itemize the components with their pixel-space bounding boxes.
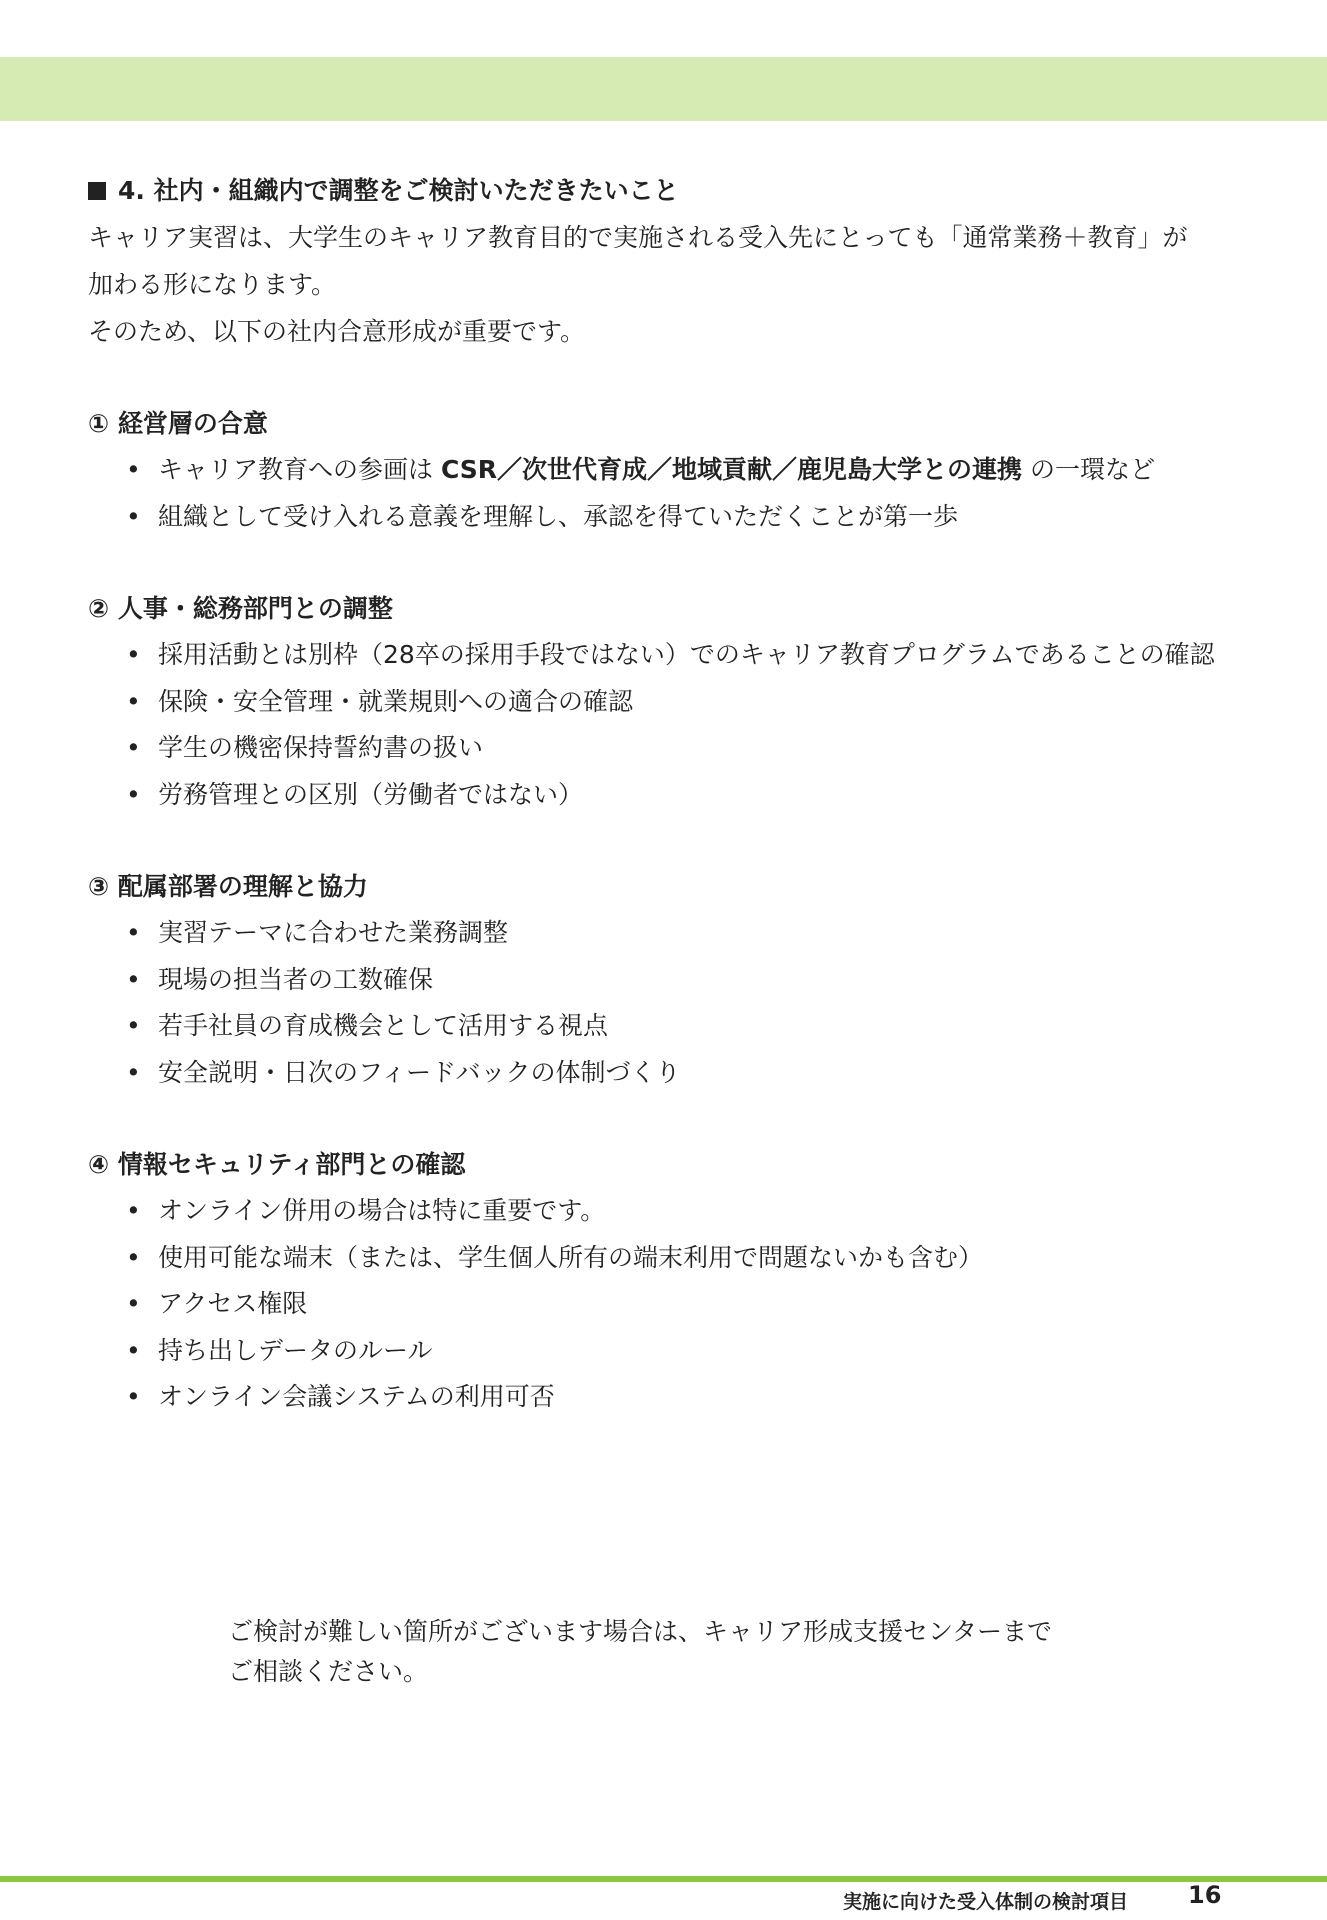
bullet-list	[88, 910, 1238, 1096]
section-title: ② 人事・総務部門との調整	[88, 594, 393, 623]
bullet-dot-icon: •	[126, 1057, 141, 1087]
bullet-dot-icon: •	[126, 455, 141, 484]
bullet-list	[88, 447, 1238, 540]
list-item	[88, 772, 1238, 819]
list-item-text-tail: の一環など	[1022, 455, 1155, 484]
section-heading	[88, 168, 1238, 214]
list-item-text: 現場の担当者の工数確保	[158, 964, 434, 994]
section-title: ③ 配属部署の理解と協力	[88, 872, 368, 901]
list-item	[88, 447, 1238, 494]
list-item-text: オンライン併用の場合は特に重要です。	[158, 1196, 606, 1225]
bullet-dot-icon: •	[126, 779, 141, 809]
list-item-text: 安全説明・日次のフィードバックの体制づくり	[158, 1057, 681, 1087]
bullet-list	[88, 1188, 1238, 1421]
page-number: 16	[1188, 1881, 1222, 1909]
section-title: ① 経営層の合意	[88, 409, 268, 438]
list-item	[88, 1281, 1238, 1328]
section-management	[88, 401, 1238, 540]
list-item	[88, 632, 1238, 679]
header-band	[0, 57, 1327, 121]
list-item-text: 労務管理との区別（労働者ではない）	[158, 779, 584, 809]
list-item	[88, 957, 1238, 1004]
list-item-text: 組織として受け入れる意義を理解し、承認を得ていただくことが第一歩	[158, 501, 959, 531]
bullet-dot-icon: •	[126, 686, 141, 716]
intro-line: 加わる形になります。	[88, 270, 337, 299]
list-item-text: 実習テーマに合わせた業務調整	[158, 918, 509, 947]
contact-note-line: ご相談ください。	[228, 1657, 429, 1686]
list-item	[88, 1235, 1238, 1282]
intro-paragraph	[88, 214, 1238, 355]
list-item-emphasis: CSR／次世代育成／地域貢献／鹿児島大学との連携	[440, 455, 1023, 484]
list-item	[88, 910, 1238, 957]
list-item	[88, 725, 1238, 772]
list-item-text: オンライン会議システムの利用可否	[158, 1382, 555, 1411]
list-item-text: アクセス権限	[158, 1289, 308, 1318]
bullet-dot-icon: •	[126, 1335, 141, 1365]
section-security	[88, 1142, 1238, 1421]
list-item	[88, 1328, 1238, 1375]
bullet-dot-icon: •	[126, 1382, 141, 1411]
list-item-text: 持ち出しデータのルール	[158, 1335, 433, 1365]
section-heading-text: 4. 社内・組織内で調整をご検討いただきたいこと	[118, 176, 679, 205]
intro-line: キャリア実習は、大学生のキャリア教育目的で実施される受入先にとっても「通常業務＋教育」が	[88, 223, 1188, 252]
footer-title: 実施に向けた受入体制の検討項目	[843, 1891, 1129, 1913]
bullet-dot-icon: •	[126, 918, 141, 947]
footer-rule	[0, 1876, 1327, 1882]
bullet-list	[88, 632, 1238, 818]
list-item	[88, 1374, 1238, 1421]
contact-note	[228, 1612, 1052, 1692]
bullet-dot-icon: •	[126, 640, 141, 669]
bullet-dot-icon: •	[126, 1011, 141, 1040]
list-item-text: 若手社員の育成機会として活用する視点	[158, 1011, 609, 1040]
list-item-text: キャリア教育への参画は	[158, 455, 441, 484]
bullet-dot-icon: •	[126, 964, 141, 994]
list-item	[88, 1188, 1238, 1235]
intro-line: そのため、以下の社内合意形成が重要です。	[88, 317, 586, 346]
bullet-dot-icon: •	[126, 1242, 141, 1272]
contact-note-line: ご検討が難しい箇所がございます場合は、キャリア形成支援センターまで	[228, 1617, 1053, 1646]
square-bullet-icon	[88, 182, 106, 200]
list-item	[88, 679, 1238, 726]
list-item-text: 保険・安全管理・就業規則への適合の確認	[158, 686, 634, 716]
bullet-dot-icon: •	[126, 501, 141, 531]
section-title: ④ 情報セキュリティ部門との確認	[88, 1150, 466, 1179]
list-item-text: 使用可能な端末（または、学生個人所有の端末利用で問題ないかも含む）	[158, 1242, 984, 1272]
section-hr	[88, 586, 1238, 818]
list-item	[88, 494, 1238, 541]
list-item	[88, 1003, 1238, 1050]
section-department	[88, 864, 1238, 1096]
main-content	[88, 168, 1238, 1421]
bullet-dot-icon: •	[126, 1196, 141, 1225]
bullet-dot-icon: •	[126, 733, 141, 762]
list-item-text: 学生の機密保持誓約書の扱い	[158, 733, 484, 762]
list-item-text: 採用活動とは別枠（28卒の採用手段ではない）でのキャリア教育プログラムであることの確認	[158, 640, 1215, 669]
bullet-dot-icon: •	[126, 1289, 141, 1318]
list-item	[88, 1050, 1238, 1097]
